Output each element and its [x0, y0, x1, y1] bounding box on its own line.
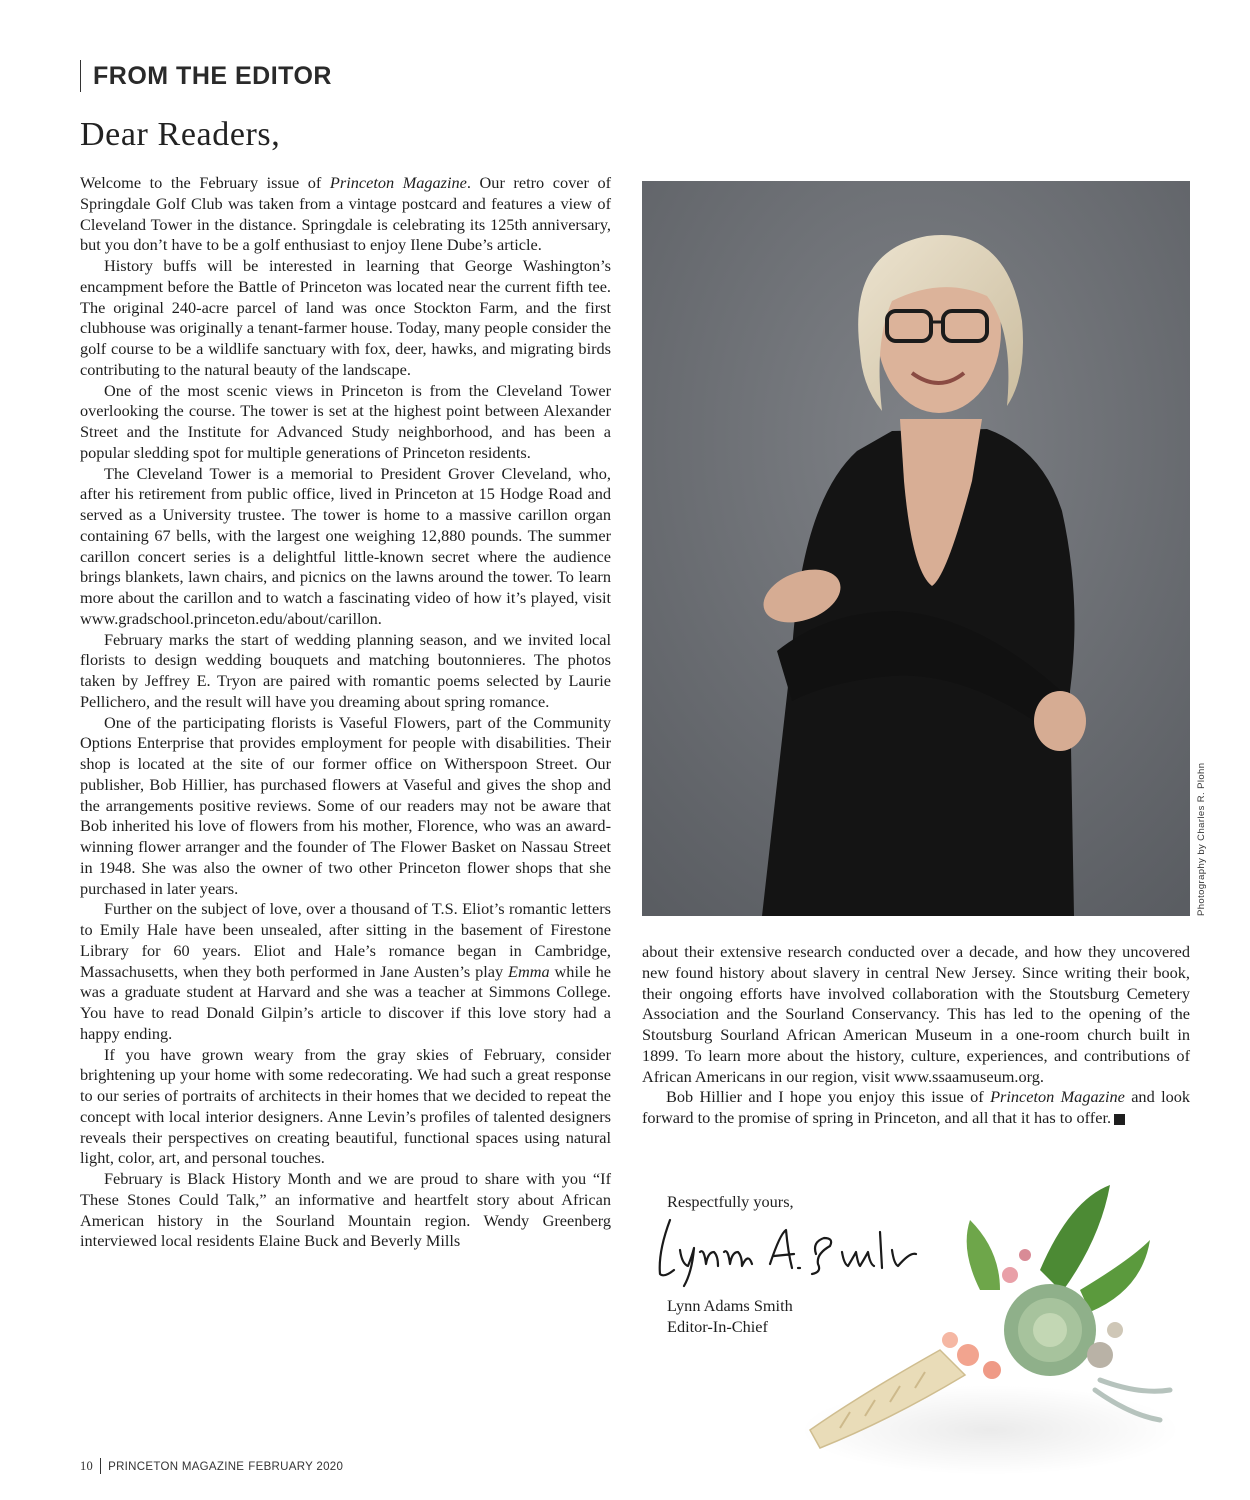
- letter-paragraph: If you have grown weary from the gray skies of February, consider brightening up your home with some redecorating. We had such a great response to our series of portraits of architects in their homes that we decided to repeat the concept with local interior designers. Anne Levin’s profiles of talented designers reveals their perspectives on creating beautiful, functional spaces using natural light, color, art, and personal touches.: [80, 1044, 611, 1168]
- letter-paragraph: February marks the start of wedding planning season, and we invited local florists to design wedding bouquets and matching boutonnieres. The photos taken by Jeffrey E. Tryon are paired with romantic poems selected by Laurie Pellichero, and the result will have you dreaming about spring romance.: [80, 629, 611, 711]
- footer-issue: FEBRUARY 2020: [248, 1461, 344, 1473]
- letter-paragraph: One of the most scenic views in Princeton is from the Cleveland Tower overlooking the course. The tower is set at the highest point between Alexander Street and the Institute for Advanced Study neighborhood, and has been a popular sledding spot for multiple generations of Princeton residents.: [80, 380, 611, 462]
- page-number: 10: [80, 1459, 94, 1473]
- magazine-title: Princeton Magazine: [990, 1087, 1125, 1107]
- signer-name: Lynn Adams Smith: [667, 1296, 793, 1315]
- letter-column-left: [80, 173, 611, 1252]
- letter-greeting: Dear Readers,: [80, 116, 281, 153]
- footer-publication: PRINCETON MAGAZINE: [108, 1461, 245, 1473]
- closing-salutation: Respectfully yours,: [667, 1192, 794, 1211]
- letter-paragraph: about their extensive research conducted over a decade, and how they uncovered new found history about slavery in central New Jersey. Since writing their book, their ongoing efforts have involved collaboration with the Stoutsburg Cemetery Association and the Sourland Conservancy. This has led to the opening of the Stoutsburg Sourland African American Museum in a one-room church built in 1899. To learn more about the history, culture, experiences, and contributions of African Americans in our region, visit www.ssaamuseum.org.: [642, 942, 1190, 1086]
- letter-column-right: [642, 942, 1190, 1129]
- letter-paragraph: The Cleveland Tower is a memorial to President Grover Cleveland, who, after his retirement from public office, lived in Princeton at 15 Hodge Road and served as a University trustee. The tower is home to a massive carillon organ containing 67 bells, with the largest one weighing 12,880 pounds. The summer carillon concert series is a delightful little-known secret where the audience brings blankets, lawn chairs, and picnics on the lawns around the tower. To learn more about the carillon and to watch a fascinating video of how it’s played, visit www.gradschool.princeton.edu/about/carillon.: [80, 463, 611, 628]
- section-label: FROM THE EDITOR: [80, 60, 332, 92]
- letter-paragraph: Further on the subject of love, over a thousand of T.S. Eliot’s romantic letters to Emily Hale have been unsealed, after sitting in the basement of Firestone Library for 60 years. Eliot and Hale’s romance began in Cambridge, Massachusetts, when they both performed in Jane Austen’s play Emma while he was a graduate student at Harvard and she was a teacher at Simmons College. You have to read Donald Gilpin’s article to discover if this love story had a happy ending.: [80, 899, 611, 1043]
- letter-paragraph: Welcome to the February issue of Princeton Magazine. Our retro cover of Springdale Golf Club was taken from a vintage postcard and features a view of Cleveland Tower in the distance. Springdale is celebrating its 125th anniversary, but you don’t have to be a golf enthusiast to enjoy Ilene Dube’s article.: [80, 173, 612, 255]
- boutonniere-illustration: [800, 1180, 1250, 1500]
- play-title: Emma: [508, 961, 550, 981]
- letter-paragraph: Bob Hillier and I hope you enjoy this issue of Princeton Magazine and look forward to the promise of spring in Princeton, and all that it has to offer. P: [642, 1087, 1191, 1127]
- signer-title: Editor-In-Chief: [667, 1317, 768, 1336]
- editor-portrait-photo: [642, 181, 1190, 916]
- page-footer: [80, 1458, 343, 1474]
- magazine-title: Princeton Magazine: [329, 173, 467, 192]
- letter-paragraph: February is Black History Month and we are proud to share with you “If These Stones Could Talk,” an informative and heartfelt story about African American history in the Sourland Mountain region. Wendy Greenberg interviewed local residents Elaine Buck and Beverly Mills: [80, 1169, 611, 1251]
- end-mark-icon: P: [1114, 1114, 1125, 1125]
- letter-paragraph: History buffs will be interested in learning that George Washington’s encampment before the Battle of Princeton was located near the current fifth tee. The original 240-acre parcel of land was once Stockton Farm, and the first clubhouse was originally a tenant-farmer house. Today, many people consider the golf course to be a wildlife sanctuary with fox, deer, hawks, and migrating birds contributing to the natural beauty of the landscape.: [80, 256, 611, 379]
- footer-divider: [100, 1458, 101, 1474]
- letter-paragraph: One of the participating florists is Vaseful Flowers, part of the Community Options Enterprise that provides employment for people with disabilities. Their shop is located at the site of our former office on Witherspoon Street. Our publisher, Bob Hillier, has purchased flowers at Vaseful and gives the shop and the arrangements positive reviews. Some of our readers may not be aware that Bob inherited his love of flowers from his mother, Florence, who was an award-winning flower arranger and the founder of The Flower Basket on Nassau Street in 1948. She was also the owner of two other Princeton flower shops that she purchased in later years.: [80, 712, 611, 898]
- editor-portrait-illustration: [642, 181, 1190, 916]
- photo-credit: Photography by Charles R. Plohn: [1196, 762, 1207, 916]
